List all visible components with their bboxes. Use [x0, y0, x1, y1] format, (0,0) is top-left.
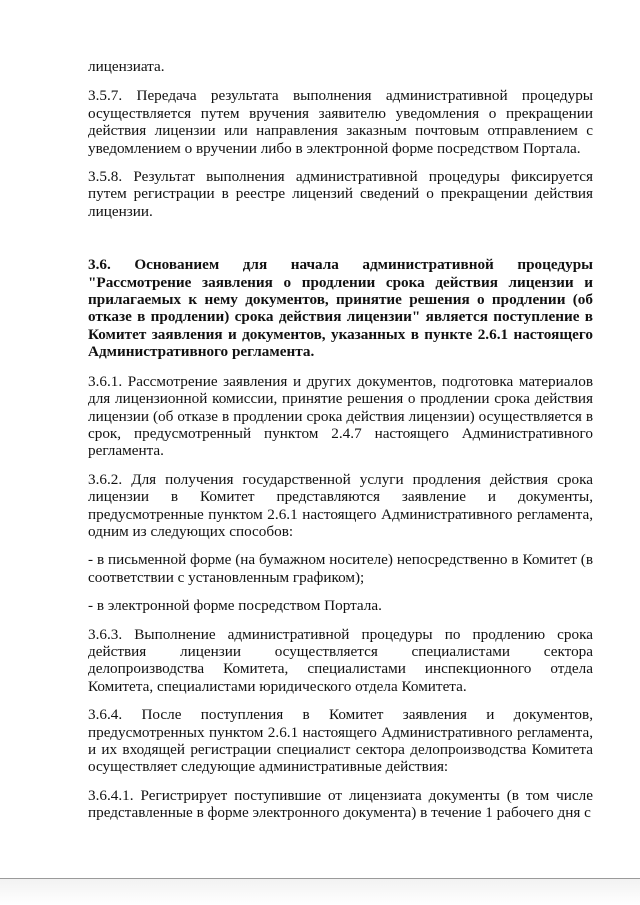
section-heading-3-6: 3.6. Основанием для начала административной процедуры "Рассмотрение заявления о продлении срока действия лицензии и прилагаемых к нему документов, принятие решения о продлении (об отказе в продлении) срока действия лицензии" является поступление в Комитет заявления и документов, указанных в пункте 2.6.1 настоящего Административного регламента. — [88, 256, 593, 361]
list-item-paper-form: - в письменной форме (на бумажном носителе) непосредственно в Комитет (в соответствии с установленным графиком); — [88, 551, 593, 586]
list-item-portal: - в электронной форме посредством Портала. — [88, 597, 382, 615]
continuation-text: лицензиата. — [88, 58, 165, 75]
paragraph-3-6-4: 3.6.4. После поступления в Комитет заявления и документов, предусмотренных пунктом 2.6.1 настоящего Административного регламента, и их входящей регистрации специалист сектора делопроизводства Комитета осуществляет следующие административные действия: — [88, 706, 593, 776]
paragraph-3-6-1: 3.6.1. Рассмотрение заявления и других документов, подготовка материалов для лицензионной комиссии, принятие решения о продлении срока действия лицензии (об отказе в продлении срока действия лицензии) осуществляется в срок, предусмотренный пунктом 2.4.7 настоящего Административного регламента. — [88, 372, 593, 460]
paragraph-3-6-4-1: 3.6.4.1. Регистрирует поступившие от лицензиата документы (в том числе представленные в форме электронного документа) в течение 1 рабочего дня с — [88, 786, 593, 822]
document-body — [88, 58, 593, 833]
paragraph-3-6-3: 3.6.3. Выполнение административной процедуры по продлению срока действия лицензии осуществляется специалистами сектора делопроизводства Комитета, специалистами инспекционного отдела Комитета, специалистами юридического отдела Комитета. — [88, 625, 593, 695]
paragraph-3-5-8: 3.5.8. Результат выполнения административной процедуры фиксируется путем регистрации в реестре лицензий сведений о прекращении действия лицензии. — [88, 168, 593, 220]
scan-bottom-shade — [0, 879, 640, 905]
paragraph-3-6-2: 3.6.2. Для получения государственной услуги продления действия срока лицензии в Комитет представляются заявление и документы, предусмотренные пунктом 2.6.1 настоящего Административного регламента, одним из следующих способов: — [88, 470, 593, 540]
paragraph-3-5-7: 3.5.7. Передача результата выполнения административной процедуры осуществляется путем вручения заявителю уведомления о прекращении действия лицензии или направления заказным почтовым отправлением с уведомлением о вручении либо в электронной форме посредством Портала. — [88, 87, 593, 157]
